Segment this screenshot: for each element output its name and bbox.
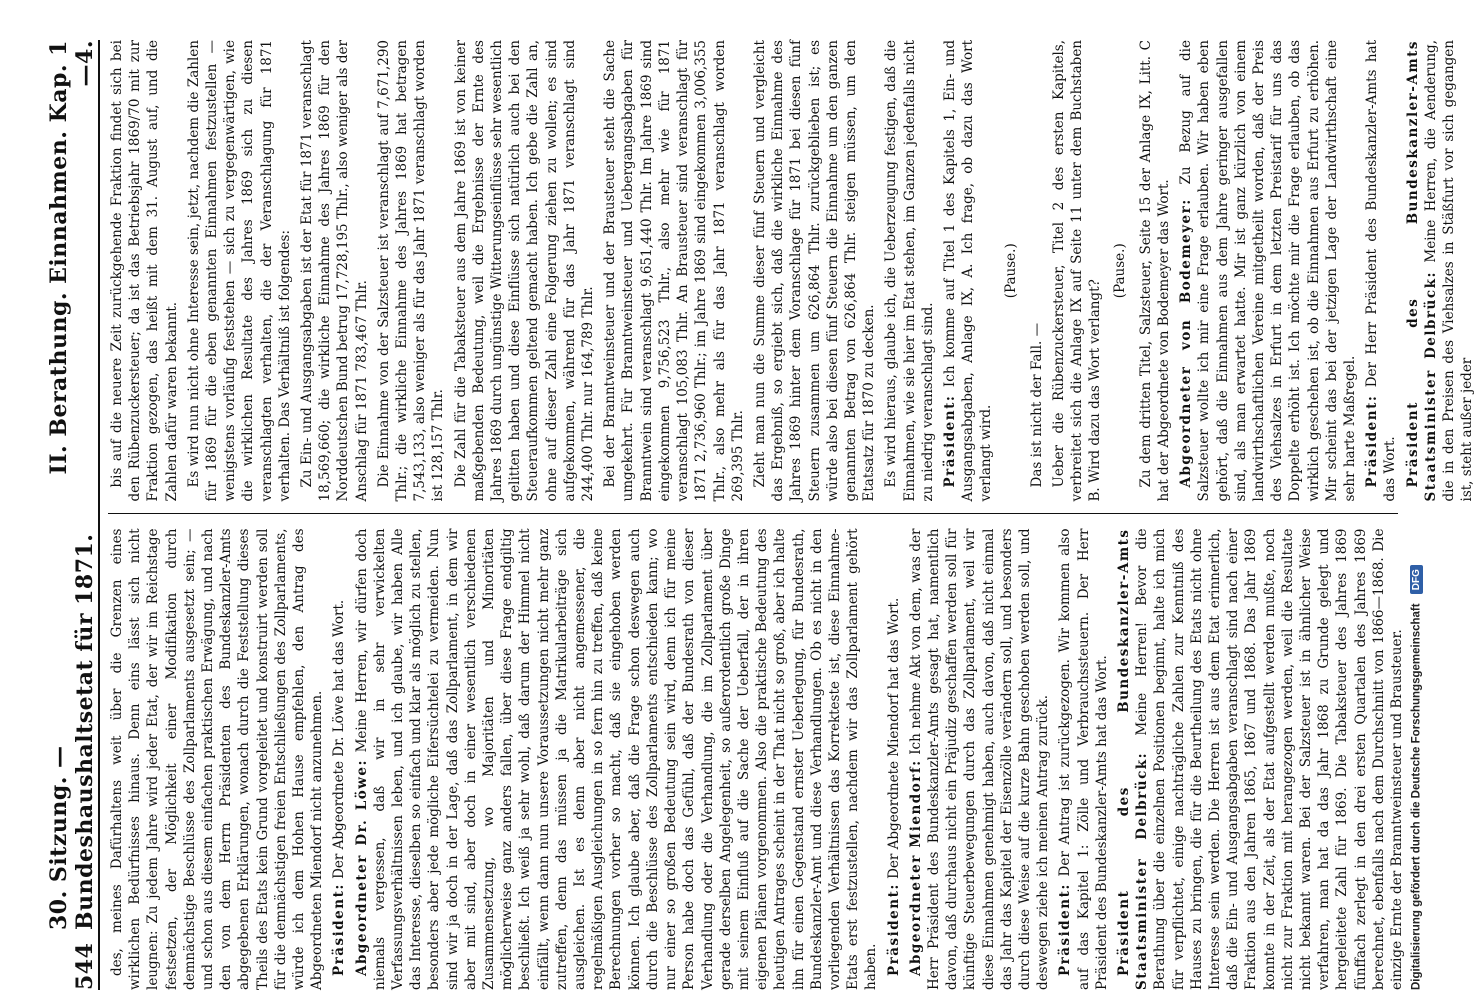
digitization-note <box>1410 30 1423 990</box>
body-paragraph: Es wird hieraus, glaube ich, die Ueberzeugung festigen, daß die Einnahmen, wie sie hier im Etat stehen, im Ganzen jedenfalls nicht zu niedrig veranschlagt sind. <box>883 40 936 502</box>
body-paragraph: Das ist nicht der Fall. — <box>1028 322 1045 488</box>
speech-paragraph <box>885 529 903 991</box>
speaker-label: Präsident des Bundeskanzler-Amts Staatsminister Delbrück: <box>1404 40 1439 502</box>
page-number: 544 <box>72 942 98 990</box>
speech-paragraph <box>1363 40 1399 502</box>
right-column <box>108 40 1476 515</box>
speech-text: Der Antrag ist zurückgezogen. Wir kommen also auf das Kapitel 1: Zölle und Verbrauchssteuern. Der Herr Präsident des Bundeskanzler-Amts hat das Wort. <box>1057 528 1110 990</box>
stage-direction: (Pause.) <box>1111 243 1128 299</box>
speaker-label: Präsident: <box>1057 883 1074 976</box>
digitization-text: Digitalisierung gefördert durch die Deutsche Forschungsgemeinschaft <box>1410 603 1423 990</box>
stage-direction: (Pause.) <box>1002 243 1019 299</box>
speaker-label: Abgeordneter Dr. Löwe: <box>353 759 370 976</box>
speech-paragraph <box>1177 40 1359 502</box>
speech-text: Der Abgeordnete Miendorf hat das Wort. <box>885 597 902 884</box>
body-paragraph: Die Zahl für die Tabaksteuer aus dem Jahre 1869 ist von keiner maßgebenden Bedeutung, weil die Ergebnisse der Ernte des Jahres 1869 durch ungünstige Witterungseinflüsse sehr wesentlich gelitten haben und diese Einflüsse sich natürlich auch bei den Steueraufkommen geltend gemacht haben. Ich gebe die Zahl an, ohne auf dieser Zahl eine Folgerung ziehen zu wollen; es sind aufgekommen, während für das Jahr 1871 veranschlagt sind 244,400 Thlr. nur 164,789 Thlr. <box>452 40 597 502</box>
speech-text: Ich komme auf Titel 1 des Kapitels 1, Ein- und Ausgangsabgaben, Anlage IX, A. Ich frage, ob dazu das Wort verlangt wird. <box>941 40 995 502</box>
speaker-label: Abgeordneter von Bodemeyer: <box>1178 198 1195 488</box>
page-header <box>46 40 100 990</box>
speech-text: Zu Bezug auf die Salzsteuer wollte ich mir eine Frage erlauben. Wir haben eben gehört, daß die Einnahmen aus dem Jahre geringer ausgefallen sind, als man erwartet hatte. Mir ist ganz kürzlich von einem landwirthschaftlichen Vereine mitgetheilt worden, daß der Preis des Viehsalzes in Erfurt in dem letzten Preistarif für uns das Doppelte erhöht ist. Ich möchte mir die Frage erlauben, ob das wirklich geschehen ist, ob die Einnahmen aus Erfurt zu erhöhen. Mir scheint das bei der jetzigen Lage der Landwirthschaft eine sehr harte Maßregel. <box>1178 40 1358 502</box>
body-paragraph: bis auf die neuere Zeit zurückgehende Fraktion findet sich bei den Rübenzuckersteuer; da ist das Betriebsjahr 1869/70 mit zur Fraktion gezogen, das heißt mit dem 31. August auf, und die Zahlen dafür waren bekannt. <box>109 40 180 502</box>
speech-paragraph <box>1115 529 1406 991</box>
header-title-right: II. Berathung. Einnahmen. Kap. 1—4. <box>46 40 98 475</box>
speaker-label: Präsident: <box>885 883 902 976</box>
body-paragraph: Zu dem dritten Titel, Salzsteuer, Seite 15 der Anlage IX, Litt. C hat der Abgeordnete von Bodemeyer das Wort. <box>1137 40 1172 502</box>
body-paragraph: Zu Ein- und Ausgangsabgaben ist der Etat für 1871 veranschlagt 18,569,660; die wirkliche Einnahme des Jahres 1869 für den Norddeutschen Bund betrug 17,728,195 Thlr., also weniger als der Anschlag für 1871 783,467 Thlr. <box>299 40 370 502</box>
body-paragraph: Ueber die Rübenzuckersteuer, Titel 2 des ersten Kapitels, verbreitet sich die Anlage IX auf Seite 11 unter dem Buchstaben B. Wird dazu das Wort verlangt? <box>1050 40 1104 502</box>
speech-text: Der Abgeordnete Dr. Löwe hat das Wort. <box>331 599 348 884</box>
speaker-label: Präsident: <box>331 883 348 976</box>
speaker-label: Abgeordneter Miendorf: <box>907 759 924 976</box>
body-paragraph: Die Einnahme von der Salzsteuer ist veranschlagt auf 7,671,290 Thlr.; die wirkliche Einnahme des Jahres 1869 hat betragen 7,543,133, also weniger als für das Jahr 1871 veranschlagt worden ist 128,157 Thlr. <box>375 40 447 502</box>
speaker-label: Präsident: <box>1364 394 1381 488</box>
speech-paragraph <box>907 529 1053 991</box>
speaker-label: Präsident des Bundeskanzler-Amts Staatsminister Delbrück: <box>1115 528 1151 990</box>
body-paragraph: Es wird nun nicht ohne Interesse sein, jetzt, nachdem die Zahlen für 1869 für die eben genannten Einnahmen festzustellen — wenigstens vorläufig feststehen — sich zu vergegenwärtigen, wie die wirklichen Resultate des Jahres 1869 sich zu diesen veranschlagten verhalten, die der Veranschlagung für 1871 verhalten. Das Verhältniß ist folgendes: <box>185 40 293 502</box>
speech-text: Meine Herren, die Aenderung, die in den Preisen des Viehsalzes in Stäßfurt vor sich gegangen ist, steht außer jeder <box>1422 40 1476 502</box>
speech-text: Meine Herren! Bevor die Berathung über die einzelnen Positionen beginnt, halte ich mich für verpflichtet, einige nachträgliche Zahlen zur Kenntniß des Hauses zu bringen, die für die Beurtheilung des Etats nicht ohne Interesse sein werden. Die Herren ist aus dem Etat erinnerlich, daß die Ein- und Ausgangsabgaben veranschlagt sind nach einer Fraktion aus den Jahren 1865, 1867 und 1868. Das Jahr 1869 konnte in der Zeit, als der Etat aufgestellt werden mußte, noch nicht zur Fraktion mit herangezogen werden, weil die Resultate nicht bekannt waren. Bei der Salzsteuer ist in ähnlicher Weise verfahren, man hat da das Jahr 1868 zu Grunde gelegt und hergeleitete Zahl für 1869. Die Tabaksteuer des Jahres 1869 fünffach zerlegt in den drei ersten Quartalen des Jahres 1869 berechnet, ebenfalls nach dem Durchschnitt von 1866—1868. Die einzige Ernte der Branntweinsteuer und Brausteuer. <box>1134 528 1406 990</box>
speech-paragraph <box>1056 529 1111 991</box>
speaker-label: Präsident: <box>941 394 958 488</box>
speech-paragraph <box>330 529 348 991</box>
speech-text: Meine Herren, wir dürfen doch niemals vergessen, daß wir in sehr verwickelten Verfassungsverhältnissen leben, und ich glaube, wir haben Alle das Interesse, dieselben so einfach und klar als möglich zu stellen, besonders aber jede mögliche Eifersüchtelei zu vermeiden. Nun sind wir ja doch in der Lage, daß das Zollparlament, in dem wir aber mit sind, aber doch in einer wesentlich verschiedenen Zusammensetzung, wo Majoritäten und Minoritäten möglicherweise ganz anders fallen, über diese Frage endgiltig beschließt. Ich weiß ja sehr wohl, daß darum der Himmel nicht einfällt, wenn dann nun unsere Voraussetzungen nicht mehr ganz zutreffen, denn das müssen ja die Matrikularbeiträge sich ausgleichen. Ist es denn aber nicht angemessener, die regelmäßigen Ausgleichungen in so fern hin zu treffen, daß keine Berechnungen vorher so macht, daß sie eingehoben werden können. Ich glaube aber, daß die Frage schon deswegen auch durch die Beschlüsse des Zollparlaments entschieden kann; wo nur einer so großen Bedeutung sein wird, denn ich für meine Person habe doch das Gefühl, daß der Bundesrath von dieser Verhandlung oder die Verhandlung, die im Zollparlament über gerade derselben Angelegenheit, so außerordentlich große Dinge mit seinem Einfluß auf die Sache der Ueberfall, der in ihren eigenen Plänen vorgenommen. Also die praktische Bedeutung des heutigen Antrages scheint in der That nicht so groß, aber ich halte ihn für einen Gegenstand ernster Ueberlegung, für Bundesrath, Bundeskanzler-Amt und diese Verhandlungen. Ob es nicht in den vorliegenden Verhältnissen das Korrekteste ist, diese Einnahme-Etats erst festzustellen, nachdem wir das Zollparlament gehört haben. <box>353 528 880 990</box>
speech-text: Der Herr Präsident des Bundeskanzler-Amts hat das Wort. <box>1364 40 1399 502</box>
body-paragraph: Zieht man nun die Summe dieser fünf Steuern und vergleicht das Ergebniß, so ergiebt sich, daß die wirkliche Einnahme des Jahres 1869 hinter dem Voranschlage für 1871 bei diesen fünf Steuern zusammen um 626,864 Thlr. zurückgeblieben ist; es würde also bei diesen fünf Steuern die Einnahme um den ganzen genannten Betrag von 626,864 Thlr. steigen müssen, um den Etatsatz für 1870 zu decken. <box>751 40 878 502</box>
speech-paragraph <box>353 529 881 991</box>
header-title-left: 30. Sitzung. — Bundeshaushaltsetat für 1871. <box>46 533 98 930</box>
left-column <box>108 528 1406 991</box>
speech-text: Ich nehme Akt von dem, was der Herr Präsident des Bundeskanzler-Amts gesagt hat, namentlich davon, daß durchaus nicht ein Präjudiz geschaffen werden soll für künftige Steuerbewegungen durch das Zollparlament, weil wir diese Einnahmen genehmigt haben, auch davon, daß nicht einmal das Jahr das Kapitel der Eisenzölle verändern soll, und besonders durch diese Weise auf die kurze Bahn geschoben werden soll, und deswegen ziehe ich meinen Antrag zurück. <box>907 528 1052 990</box>
dfg-logo: DFG <box>1410 565 1423 594</box>
speech-paragraph <box>941 40 996 502</box>
body-paragraph: Bei der Branntweinsteuer und der Brausteuer steht die Sache umgekehrt. Für Branntweinsteuer und Uebergangsabgaben für Branntwein sind veranschlagt 9,651,440 Thlr. Im Jahre 1869 sind eingekommen 9,756,523 Thlr., also mehr wie für 1871 veranschlagt 105,083 Thlr. An Brausteuer sind veranschlagt für 1871 2,736,960 Thlr.; im Jahre 1869 sind eingekommen 3,006,355 Thlr., also mehr als für das Jahr 1871 veranschlagt worden 269,395 Thlr. <box>602 40 746 502</box>
body-paragraph: des, meines Dafürhaltens weit über die Grenzen eines wirklichen Bedürfnisses hinaus. Denn eins lässt sich nicht leugnen: Zu jedem Jahre wird jeder Etat, der wir im Reichstage festsetzen, der Möglichkeit einer Modifikation durch demnächstige Beschlüsse des Zollparlaments ausgesetzt sein; — und schon aus diesem einfachen praktischen Erwägung, und nach den von dem Herrn Präsidenten des Bundeskanzler-Amts abgegebenen Erklärungen, wonach durch die Feststellung dieses Theils des Etats kein Grund vorgeleitet und konstruirt werden soll für die demnächstigen freien Entschließungen des Zollparlaments, würde ich dem Hohen Hause empfehlen, den Antrag des Abgeordneten Miendorf nicht anzunehmen. <box>109 528 326 990</box>
